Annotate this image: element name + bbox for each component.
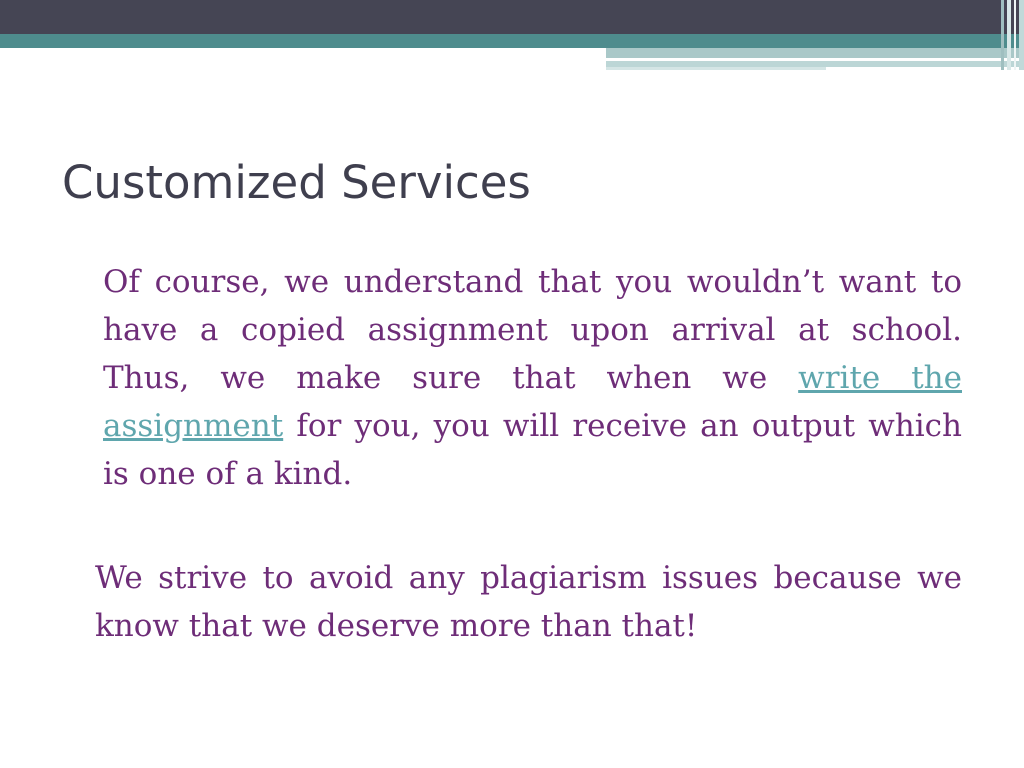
stripe bbox=[1001, 0, 1004, 70]
body-paragraph-2: We strive to avoid any plagiarism issues because we know that we deserve more than that! bbox=[95, 560, 962, 644]
stripe bbox=[1007, 0, 1011, 70]
paragraph-1-text-after-link: for you, you will receive an output which is one of a kind. bbox=[103, 408, 962, 492]
stripe bbox=[1014, 0, 1016, 70]
header-band-dark bbox=[0, 0, 1024, 34]
write-assignment-link[interactable]: write the assignment bbox=[103, 360, 962, 444]
body-paragraph-1 bbox=[103, 258, 962, 498]
stripe bbox=[1019, 0, 1024, 70]
paragraph-1-text-before-link: Of course, we understand that you wouldn’t want to have a copied assignment upon arrival at school. Thus, we make sure that when we bbox=[103, 264, 962, 396]
header-band-teal bbox=[0, 34, 1024, 48]
header-band-line bbox=[606, 67, 826, 70]
header-band-light bbox=[606, 48, 1024, 58]
slide-title: Customized Services bbox=[62, 156, 531, 209]
header-stripes bbox=[994, 0, 1024, 70]
